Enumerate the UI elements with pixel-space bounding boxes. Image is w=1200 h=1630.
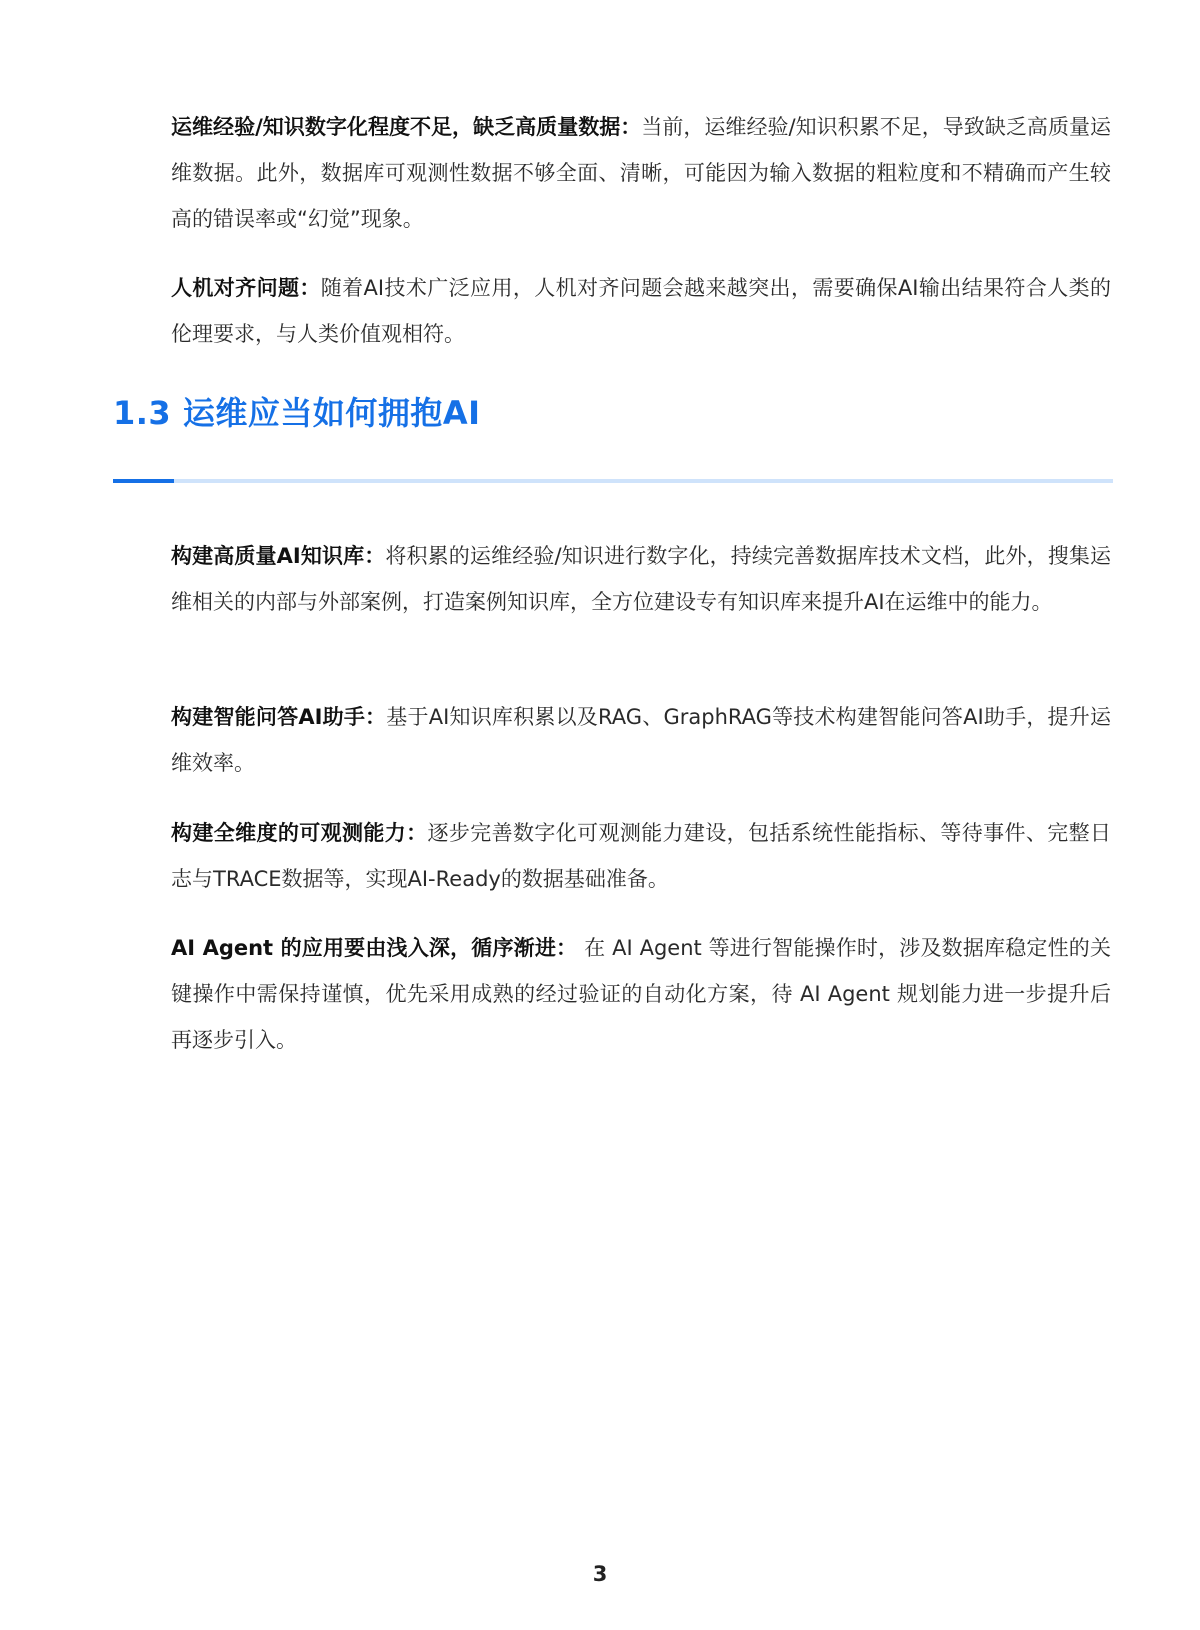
item-title: AI Agent 的应用要由浅入深，循序渐进： [171, 936, 578, 960]
page-number: 3 [592, 1562, 608, 1586]
item-title: 构建智能问答AI助手： [171, 705, 387, 729]
item-body: 基于AI知识库积累以及RAG、GraphRAG等技术构建智能问答AI助手，提升运维效率。 [171, 705, 1111, 775]
item-body: 逐步完善数字化可观测能力建设，包括系统性能指标、等待事件、完整日志与TRACE数据等，实现AI-Ready的数据基础准备。 [171, 821, 1112, 891]
paragraph-alignment [171, 265, 1111, 357]
section-divider [113, 479, 1113, 483]
item-ai-agent [171, 925, 1111, 1063]
item-observability [171, 810, 1111, 902]
item-body: 将积累的运维经验/知识进行数字化，持续完善数据库技术文档，此外，搜集运维相关的内部与外部案例，打造案例知识库，全方位建设专有知识库来提升AI在运维中的能力。 [171, 544, 1111, 614]
item-title: 构建全维度的可观测能力： [171, 821, 428, 845]
item-body: 在 AI Agent 等进行智能操作时，涉及数据库稳定性的关键操作中需保持谨慎，优先采用成熟的经过验证的自动化方案，待 AI Agent 规划能力进一步提升后再逐步引入。 [171, 936, 1112, 1052]
paragraph-body: 当前，运维经验/知识积累不足，导致缺乏高质量运维数据。此外，数据库可观测性数据不够全面、清晰，可能因为输入数据的粗粒度和不精确而产生较高的错误率或“幻觉”现象。 [171, 115, 1111, 231]
paragraph-title: 人机对齐问题： [171, 276, 321, 300]
paragraph-data-quality [171, 104, 1111, 242]
item-qa-assistant [171, 694, 1111, 786]
section-divider-accent [113, 479, 174, 483]
item-title: 构建高质量AI知识库： [171, 544, 386, 568]
section-heading: 1.3 运维应当如何拥抱AI [113, 394, 481, 432]
paragraph-title: 运维经验/知识数字化程度不足，缺乏高质量数据： [171, 115, 642, 139]
item-knowledge-base [171, 533, 1111, 625]
paragraph-body: 随着AI技术广泛应用，人机对齐问题会越来越突出，需要确保AI输出结果符合人类的伦理要求，与人类价值观相符。 [171, 276, 1111, 346]
